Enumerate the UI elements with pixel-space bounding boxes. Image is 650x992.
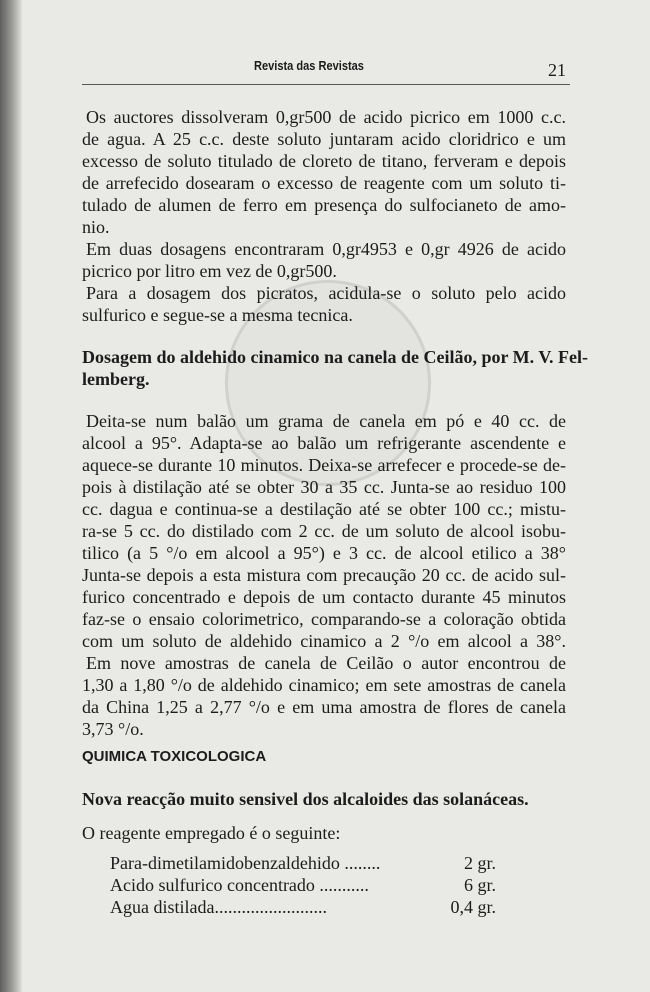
text-line: de arrefecido dosearam o excesso de reagente com um soluto ti-: [82, 173, 566, 193]
text-line: aquece-se durante 10 minutos. Deixa-se arrefecer e procede-se de-: [82, 455, 566, 475]
reagent-amount: 6 gr.: [463, 875, 496, 895]
text-line: pois à distilação até se obter 30 a 35 cc. Junta-se ao residuo 100: [82, 477, 566, 497]
text-line: Os auctores dissolveram 0,gr500 de acido picrico em 1000 c.c.: [86, 107, 566, 127]
text-line: com um soluto de aldehido cinamico a 2 °/o em alcool a 38°.: [82, 631, 566, 651]
reagent-label: Acido sulfurico concentrado ...........: [110, 875, 369, 895]
text-line: tilico (a 5 °/o em alcool a 95°) e 3 cc. de alcool etilico a 38°: [82, 543, 566, 563]
text-line: picrico por litro em vez de 0,gr500.: [82, 261, 337, 281]
reagent-amount: 0,4 gr.: [450, 897, 496, 917]
section-title: Dosagem do aldehido cinamico na canela de Ceilão, por M. V. Fel-: [82, 347, 588, 367]
text-line: da China 1,25 a 2,77 °/o e em uma amostra de flores de canela: [82, 697, 566, 717]
text-line: O reagente empregado é o seguinte:: [82, 823, 341, 843]
reagent-label: Agua distilada.........................: [110, 897, 327, 917]
running-title: Revista das Revistas: [254, 58, 364, 73]
text-line: excesso de soluto titulado de cloreto de titano, ferveram e depois: [82, 151, 566, 171]
text-line: 3,73 °/o.: [82, 719, 144, 739]
section-heading: QUIMICA TOXICOLOGICA: [82, 748, 267, 765]
text-line: 1,30 a 1,80 °/o de aldehido cinamico; em sete amostras de canela: [82, 675, 566, 695]
reagent-amount: 2 gr.: [463, 853, 496, 873]
section-title-cont: lemberg.: [82, 369, 150, 389]
text-line: Junta-se depois a esta mistura com precaução 20 cc. de acido sul-: [82, 565, 566, 585]
text-line: furico concentrado e depois de um contacto durante 45 minutos: [82, 587, 566, 607]
text-line: tulado de alumen de ferro em presença do sulfocianeto de amo-: [82, 195, 566, 215]
text-line: Em duas dosagens encontraram 0,gr4953 e 0,gr 4926 de acido: [86, 239, 566, 259]
text-line: Deita-se num balão um grama de canela em pó e 40 cc. de: [86, 411, 566, 431]
text-line: alcool a 95°. Adapta-se ao balão um refrigerante ascendente e: [82, 433, 566, 453]
reagent-label: Para-dimetilamidobenzaldehido ........: [110, 853, 381, 873]
text-line: Para a dosagem dos picratos, acidula-se o soluto pelo acido: [86, 283, 566, 303]
header-rule: [82, 84, 570, 85]
text-line: de agua. A 25 c.c. deste soluto juntaram acido cloridrico e um: [82, 129, 566, 149]
page-gutter-shadow: [0, 0, 22, 992]
text-line: Em nove amostras de canela de Ceilão o autor encontrou de: [86, 653, 566, 673]
text-line: ra-se 5 cc. do distilado com 2 cc. de um soluto de alcool isobu-: [82, 521, 566, 541]
page-number: 21: [548, 60, 566, 80]
text-line: cc. dagua e continua-se a destilação até se obter 100 cc.; mistu-: [82, 499, 566, 519]
section-subtitle: Nova reacção muito sensivel dos alcaloides das solanáceas.: [82, 789, 529, 809]
text-line: nio.: [82, 217, 110, 237]
text-line: sulfurico e segue-se a mesma tecnica.: [82, 305, 353, 325]
text-line: faz-se o ensaio colorimetrico, comparando-se a coloração obtida: [82, 609, 566, 629]
